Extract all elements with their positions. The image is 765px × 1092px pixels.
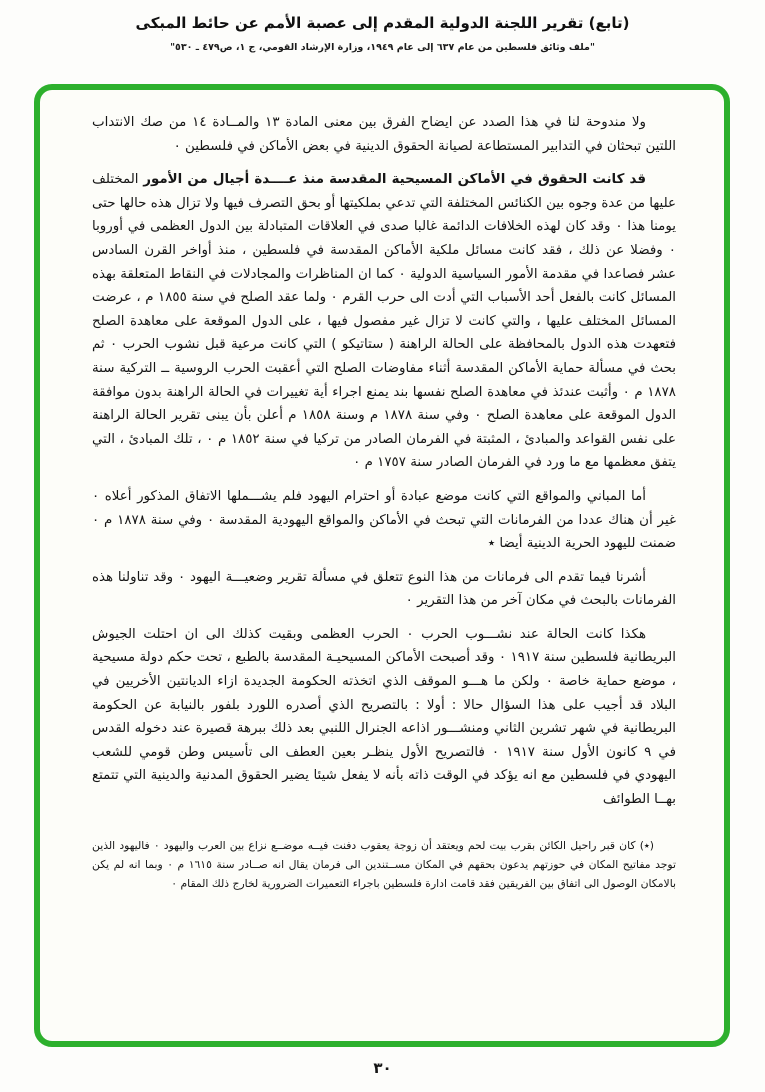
page-header <box>0 14 765 53</box>
paragraph-lead-bold: قد كانت الحقوق في الأماكن المسيحية المقدسة منذ عــــدة أجيال من الأمور <box>143 172 646 188</box>
paragraph-mandate-articles: ولا مندوحة لنا في هذا الصدد عن ايضاح الفرق بين معنى المادة ١٣ والمــادة ١٤ من صك الانتداب اللتين تبحثان في التدابير المستطاعة لصيانة الحقوق الدينية في بعض الأماكن في فلسطين ٠ <box>92 115 676 154</box>
paragraph-firmans-reference: أشرنا فيما تقدم الى فرمانات من هذا النوع تتعلق في مسألة تقرير وضعيـــة اليهود ٠ وقد تناولنا هذه الفرمانات بالبحث في مكان آخر من هذا التقرير ٠ <box>92 569 676 609</box>
document-source-line: "ملف وثائق فلسطين من عام ٦٣٧ إلى عام ١٩٤٩، وزارة الإرشاد القومي، ج ١، ص٤٧٩ ـ ٥٣٠" <box>170 42 595 53</box>
page-number: ٣٠ <box>373 1059 392 1077</box>
footnote-marker: (٭) <box>639 838 654 852</box>
paragraph-jewish-sites: أما المباني والمواقع التي كانت موضع عبادة أو احترام اليهود فلم يشـــملها الاتفاق المذكور أعلاه ٠ غير أن هناك عددا من الفرمانات التي تبحث في الأماكن والمواقع اليهودية المقدسة ٠ وفي سنة ١٨٧٨ م ٠ ضمنت لليهود الحرية الدينية أيضا ٭ <box>92 488 676 552</box>
footnote-text: كان قبر راحيل الكائن بقرب بيت لحم ويعتقد أن زوجة يعقوب دفنت فيــه موضــع نزاع بين العرب واليهود ٠ فاليهود الذين توجد مفاتيح المكان في حوزتهم يدعون بحقهم في المكان مســتندين الى فرمان يقال انه صــادر سنة ١٦١٥ م ٠ وبما انه لم يكن بالامكان الوصول الى اتفاق بين الفريقين فقد قامت ادارة فلسطين باجراء التعميرات الضرورية لخارج ذلك المقام ٠ <box>92 838 676 890</box>
paragraph-british-occupation: هكذا كانت الحالة عند نشـــوب الحرب ٠ الحرب العظمى وبقيت كذلك الى ان احتلت الجيوش البريطانية فلسطين سنة ١٩١٧ ٠ وقد أصبحت الأماكن المسيحيـة المقدسة بالطبع ، تحت حكم دولة مسيحية ، موضع حماية خاصة ٠ ولكن ما هـــو الموقف الذي اتخذته الحكومة الجديدة ازاء الديانتين الأخريين في البلاد قد أجيب على هذا السؤال حالا : أولا : بالتصريح الذي أصدره اللورد بلفور بالنيابة عن الحكومة البريطانية في شهر تشرين الثاني ومنشـــور اذاعه الجنرال اللنبي بعد ذلك ببرهة قصيرة عند دخوله القدس في ٩ كانون الأول سنة ١٩١٧ ٠ فالتصريح الأول ينظـر بعين العطف الى تأسيس وطن قومي للشعب اليهودي في فلسطين مع انه يؤكد في الوقت ذاته بأنه لا يفعل شيئا يضير الحقوق المدنية والدينية التي تتمتع بهــا الطوائف <box>92 626 676 808</box>
paragraph-continuation: المختلف عليها من عدة وجوه بين الكنائس المختلفة التي تدعي بملكيتها أو بحق التصرف فيها ولا تزال هذه حالها حتى يومنا هذا ٠ وقد كان لهذه الخلافات الدائمة غالبا صدى في العلاقات المتبادلة بين الدول العظمى في أوروبا ٠ وفضلا عن ذلك ، فقد كانت مسائل ملكية الأماكن المقدسة في فلسطين ، منذ أواخر القرن السادس عشر فصاعدا في مقدمة الأمور السياسية الدولية ٠ كما ان المناظرات والمجادلات في النقاط المتعلقة بهذه المسائل كانت بالفعل أحد الأسباب التي أدت الى حرب القرم ٠ ولما عقد الصلح في سنة ١٨٥٥ م ، عرضت المسائل المختلف عليها ، والتي كانت لا تزال غير مفصول فيها ، على الدول الموقعة على معاهدة الصلح فتعهدت هذه الدول بالمحافظة على الحالة الراهنة ( ستاتيكو ) التي كانت مرعية قبل نشوب الحرب ٠ ثم بحث في مسألة حماية الأماكن المقدسة أثناء مفاوضات الصلح التي أعقبت الحرب الروسية ــ التركية سنة ١٨٧٨ م ٠ وأثبت عندئذ في معاهدة الصلح نفسها بند يمنع اجراء أية تغييرات في الحالة الراهنة بدون موافقة الدول الموقعة على معاهدة الصلح ٠ وفي سنة ١٨٧٨ م وسنة ١٨٥٨ م أعلن بأن يبنى تقرير الحالة الراهنة على نفس القواعد والمبادئ ، المثبتة في الفرمان الصادر من تركيا في سنة ١٨٥٢ م ٠ ، تلك المبادئ ، التي يتفق معظمها مع ما ورد في الفرمان الصادر سنة ١٧٥٧ م ٠ <box>92 172 677 471</box>
paragraph-christian-holy-places <box>92 168 676 475</box>
document-title: (تابع) تقرير اللجنة الدولية المقدم إلى عصبة الأمم عن حائط المبكى <box>135 14 630 32</box>
document-body <box>34 84 730 1047</box>
footnote <box>92 836 676 893</box>
